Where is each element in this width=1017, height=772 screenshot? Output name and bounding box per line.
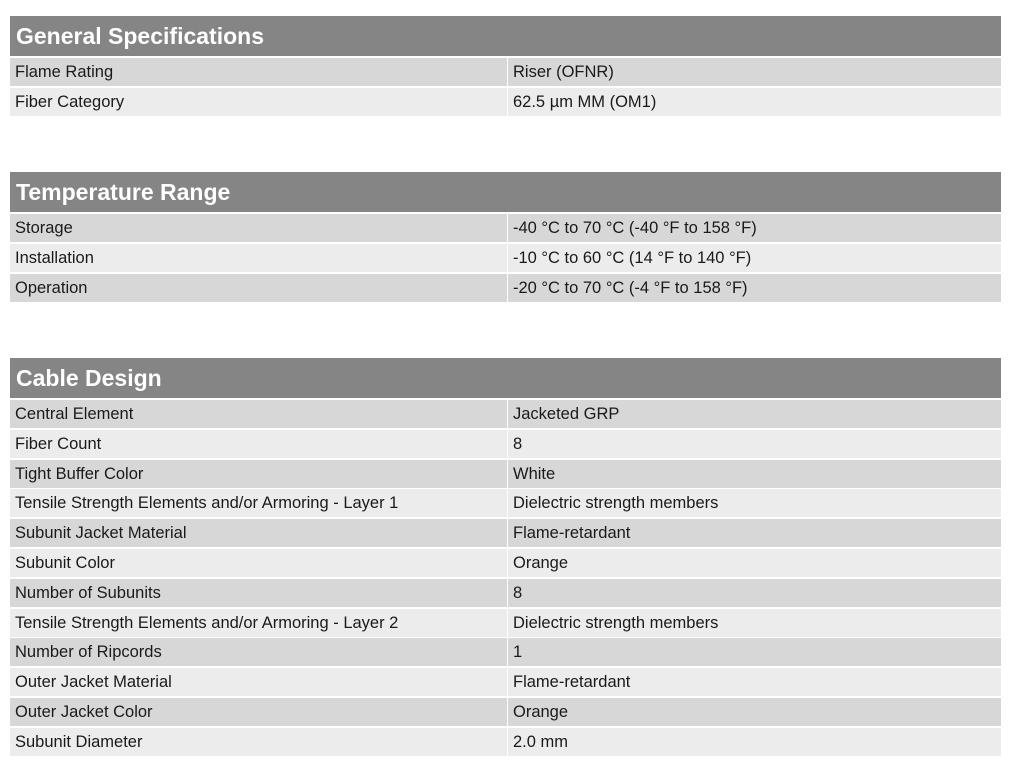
spec-value: -20 °C to 70 °C (-4 °F to 158 °F) — [508, 274, 1001, 302]
table-row — [10, 579, 1001, 607]
spec-label: Storage — [10, 214, 507, 242]
general-specifications-section — [10, 16, 1001, 118]
spec-label: Operation — [10, 274, 507, 302]
table-row — [10, 609, 1001, 637]
spec-value: Flame-retardant — [508, 668, 1001, 696]
section-title: General Specifications — [10, 16, 1001, 56]
spec-value: -10 °C to 60 °C (14 °F to 140 °F) — [508, 244, 1001, 272]
table-row — [10, 274, 1001, 302]
spec-table — [10, 400, 1001, 756]
spec-value: White — [508, 460, 1001, 488]
table-row — [10, 430, 1001, 458]
table-row — [10, 698, 1001, 726]
spec-label: Tensile Strength Elements and/or Armoring - Layer 2 — [10, 609, 507, 637]
table-row — [10, 638, 1001, 666]
spec-label: Tight Buffer Color — [10, 460, 507, 488]
spec-label: Tensile Strength Elements and/or Armoring - Layer 1 — [10, 489, 507, 517]
spec-label: Fiber Count — [10, 430, 507, 458]
spec-value: 8 — [508, 579, 1001, 607]
spec-label: Fiber Category — [10, 88, 507, 116]
spec-label: Subunit Color — [10, 549, 507, 577]
spec-label: Outer Jacket Color — [10, 698, 507, 726]
spec-value: 2.0 mm — [508, 728, 1001, 756]
spec-label: Subunit Jacket Material — [10, 519, 507, 547]
spec-label: Outer Jacket Material — [10, 668, 507, 696]
temperature-range-section — [10, 172, 1001, 303]
table-row — [10, 214, 1001, 242]
table-row — [10, 549, 1001, 577]
cable-design-section — [10, 358, 1001, 758]
table-row — [10, 728, 1001, 756]
spec-value: 1 — [508, 638, 1001, 666]
table-row — [10, 489, 1001, 517]
spec-value: Riser (OFNR) — [508, 58, 1001, 86]
spec-value: Jacketed GRP — [508, 400, 1001, 428]
section-title: Cable Design — [10, 358, 1001, 398]
spec-value: Flame-retardant — [508, 519, 1001, 547]
spec-value: Dielectric strength members — [508, 609, 1001, 637]
table-row — [10, 88, 1001, 116]
spec-label: Number of Subunits — [10, 579, 507, 607]
spec-table — [10, 214, 1001, 302]
section-title: Temperature Range — [10, 172, 1001, 212]
table-row — [10, 400, 1001, 428]
spec-value: 62.5 µm MM (OM1) — [508, 88, 1001, 116]
spec-value: Dielectric strength members — [508, 489, 1001, 517]
spec-table — [10, 58, 1001, 116]
spec-label: Number of Ripcords — [10, 638, 507, 666]
spec-label: Central Element — [10, 400, 507, 428]
table-row — [10, 460, 1001, 488]
table-row — [10, 519, 1001, 547]
table-row — [10, 244, 1001, 272]
table-row — [10, 668, 1001, 696]
spec-value: -40 °C to 70 °C (-40 °F to 158 °F) — [508, 214, 1001, 242]
spec-value: 8 — [508, 430, 1001, 458]
spec-label: Flame Rating — [10, 58, 507, 86]
spec-value: Orange — [508, 549, 1001, 577]
table-row — [10, 58, 1001, 86]
spec-value: Orange — [508, 698, 1001, 726]
spec-label: Installation — [10, 244, 507, 272]
spec-label: Subunit Diameter — [10, 728, 507, 756]
